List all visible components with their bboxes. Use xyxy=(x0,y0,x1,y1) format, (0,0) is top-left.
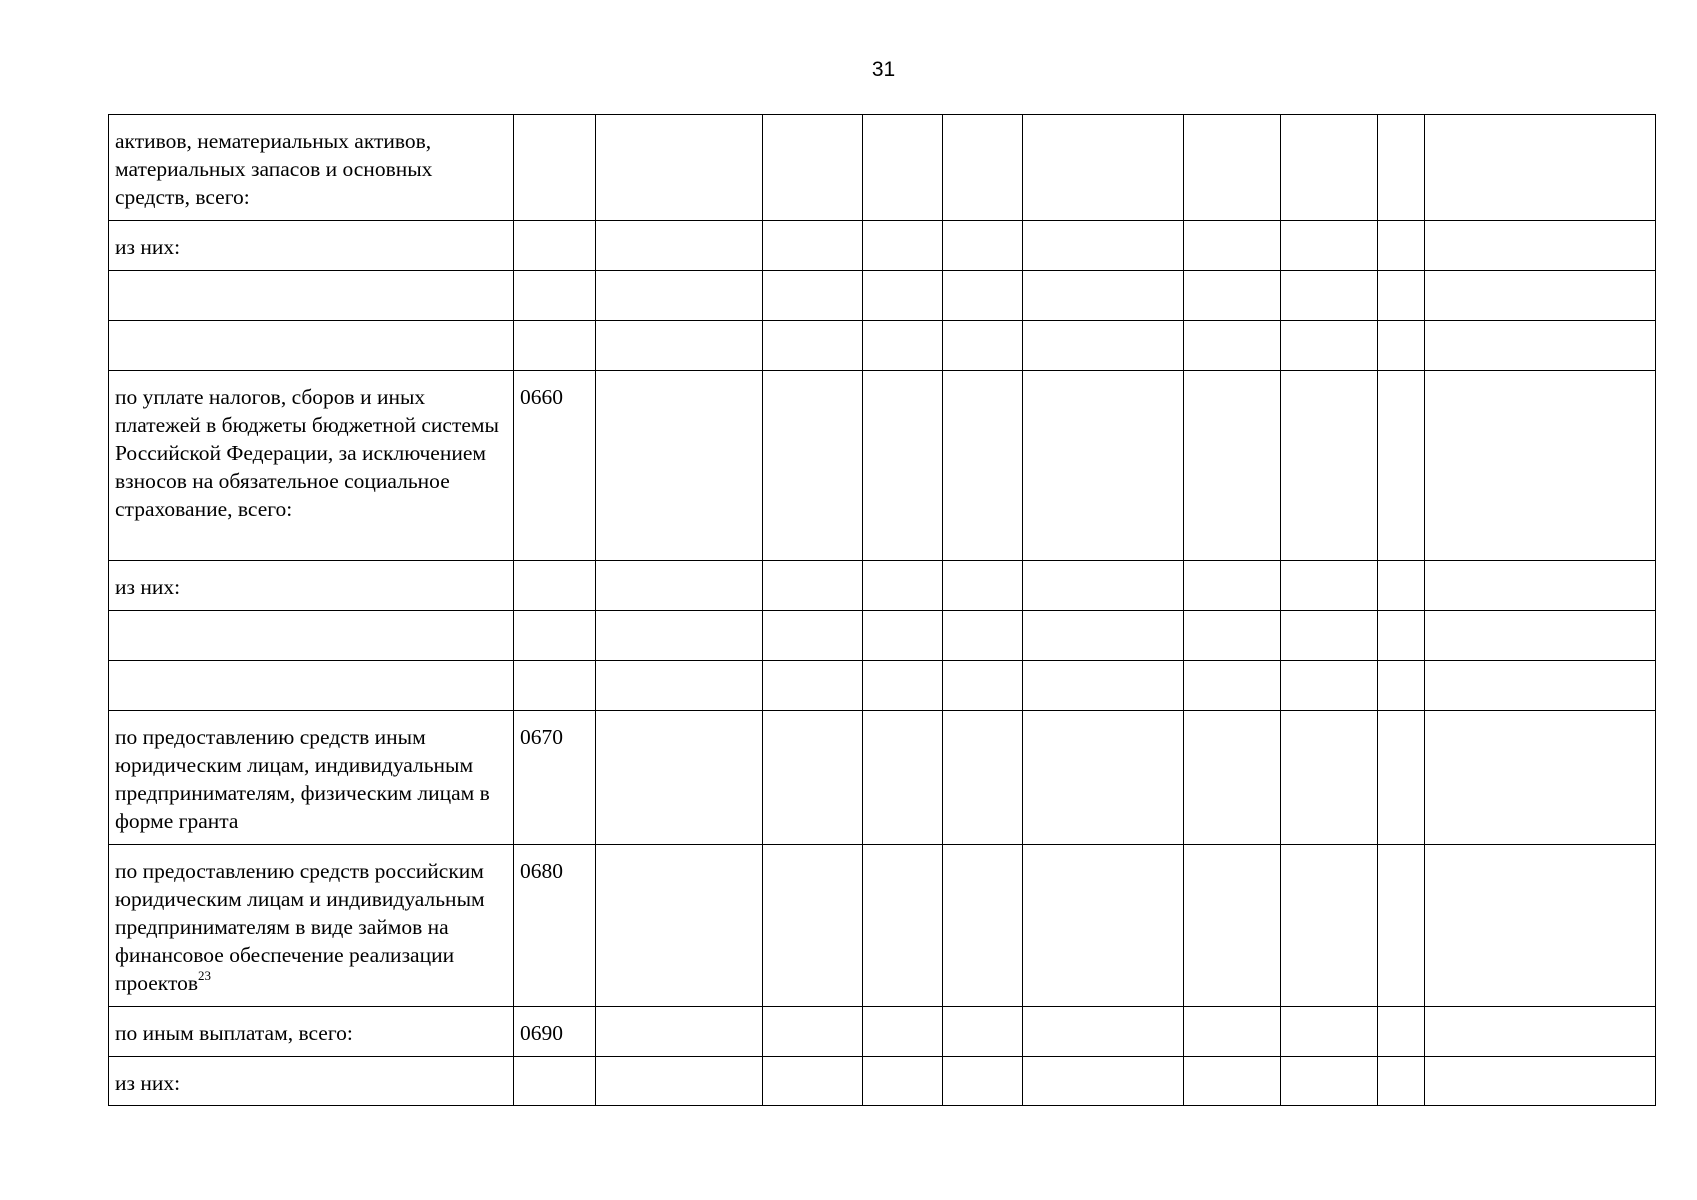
row-code-cell xyxy=(514,321,596,371)
table-row xyxy=(109,371,1656,561)
value-cell xyxy=(863,115,943,221)
value-cell xyxy=(763,371,863,561)
value-cell xyxy=(1378,371,1425,561)
table-row xyxy=(109,1057,1656,1106)
footnote-ref: 23 xyxy=(198,967,211,983)
value-cell xyxy=(596,845,763,1007)
row-label: из них: xyxy=(115,1071,181,1095)
row-label-cell xyxy=(109,561,514,611)
value-cell xyxy=(1378,1007,1425,1057)
row-code: 0690 xyxy=(520,1021,563,1045)
value-cell xyxy=(1023,611,1184,661)
row-code-cell xyxy=(514,845,596,1007)
row-label: по иным выплатам, всего: xyxy=(115,1021,353,1045)
value-cell xyxy=(1281,845,1378,1007)
value-cell xyxy=(1184,221,1281,271)
value-cell xyxy=(596,561,763,611)
value-cell xyxy=(1378,561,1425,611)
value-cell xyxy=(943,115,1023,221)
row-code-cell xyxy=(514,661,596,711)
value-cell xyxy=(1184,1057,1281,1106)
value-cell xyxy=(863,1007,943,1057)
value-cell xyxy=(1023,1057,1184,1106)
value-cell xyxy=(1425,711,1656,845)
value-cell xyxy=(1281,1057,1378,1106)
value-cell xyxy=(1425,1057,1656,1106)
row-label: активов, нематериальных активов, материальных запасов и основных средств, всего: xyxy=(115,129,433,209)
value-cell xyxy=(863,371,943,561)
value-cell xyxy=(863,321,943,371)
value-cell xyxy=(763,321,863,371)
value-cell xyxy=(1023,271,1184,321)
value-cell xyxy=(1023,561,1184,611)
value-cell xyxy=(943,1057,1023,1106)
row-label-cell xyxy=(109,611,514,661)
table-row xyxy=(109,321,1656,371)
value-cell xyxy=(863,611,943,661)
value-cell xyxy=(943,271,1023,321)
value-cell xyxy=(943,845,1023,1007)
value-cell xyxy=(1184,661,1281,711)
value-cell xyxy=(1281,561,1378,611)
value-cell xyxy=(596,321,763,371)
value-cell xyxy=(1023,321,1184,371)
value-cell xyxy=(943,711,1023,845)
row-label: из них: xyxy=(115,575,181,599)
row-code-cell xyxy=(514,561,596,611)
value-cell xyxy=(1378,661,1425,711)
value-cell xyxy=(1281,661,1378,711)
value-cell xyxy=(1378,115,1425,221)
table-row xyxy=(109,845,1656,1007)
value-cell xyxy=(1281,321,1378,371)
value-cell xyxy=(1425,221,1656,271)
value-cell xyxy=(596,115,763,221)
row-code: 0660 xyxy=(520,385,563,409)
table-row xyxy=(109,661,1656,711)
row-label: из них: xyxy=(115,235,181,259)
value-cell xyxy=(1023,845,1184,1007)
row-label-cell xyxy=(109,115,514,221)
value-cell xyxy=(763,1057,863,1106)
row-label-cell xyxy=(109,221,514,271)
value-cell xyxy=(1023,661,1184,711)
value-cell xyxy=(943,321,1023,371)
value-cell xyxy=(1425,661,1656,711)
table-row xyxy=(109,115,1656,221)
value-cell xyxy=(863,711,943,845)
value-cell xyxy=(863,661,943,711)
value-cell xyxy=(763,845,863,1007)
value-cell xyxy=(863,845,943,1007)
value-cell xyxy=(1378,321,1425,371)
value-cell xyxy=(1184,845,1281,1007)
row-label-cell xyxy=(109,1057,514,1106)
row-label: по предоставлению средств иным юридическим лицам, индивидуальным предпринимателям, физическим лицам в форме гранта xyxy=(115,725,490,833)
value-cell xyxy=(1425,845,1656,1007)
row-code-cell xyxy=(514,1007,596,1057)
value-cell xyxy=(943,561,1023,611)
row-label-cell xyxy=(109,271,514,321)
value-cell xyxy=(1184,371,1281,561)
value-cell xyxy=(863,561,943,611)
value-cell xyxy=(1425,371,1656,561)
value-cell xyxy=(1023,371,1184,561)
value-cell xyxy=(1378,1057,1425,1106)
value-cell xyxy=(763,611,863,661)
row-code: 0670 xyxy=(520,725,563,749)
value-cell xyxy=(1425,1007,1656,1057)
value-cell xyxy=(1023,115,1184,221)
value-cell xyxy=(596,711,763,845)
row-code-cell xyxy=(514,1057,596,1106)
value-cell xyxy=(1184,115,1281,221)
value-cell xyxy=(1023,1007,1184,1057)
page-number: 31 xyxy=(871,58,896,81)
value-cell xyxy=(1023,711,1184,845)
value-cell xyxy=(943,611,1023,661)
row-code-cell xyxy=(514,271,596,321)
value-cell xyxy=(863,1057,943,1106)
value-cell xyxy=(596,271,763,321)
row-code-cell xyxy=(514,371,596,561)
row-code-cell xyxy=(514,221,596,271)
row-code-cell xyxy=(514,711,596,845)
value-cell xyxy=(1184,271,1281,321)
value-cell xyxy=(1378,271,1425,321)
row-code-cell xyxy=(514,115,596,221)
value-cell xyxy=(596,1007,763,1057)
value-cell xyxy=(1184,1007,1281,1057)
value-cell xyxy=(596,661,763,711)
value-cell xyxy=(943,221,1023,271)
row-label-cell xyxy=(109,711,514,845)
row-code-cell xyxy=(514,611,596,661)
value-cell xyxy=(1378,711,1425,845)
value-cell xyxy=(1425,561,1656,611)
value-cell xyxy=(1281,1007,1378,1057)
value-cell xyxy=(1281,221,1378,271)
value-cell xyxy=(1023,221,1184,271)
row-label-cell xyxy=(109,371,514,561)
value-cell xyxy=(763,711,863,845)
row-label: по уплате налогов, сборов и иных платежей в бюджеты бюджетной системы Российской Федерации, за исключением взносов на обязательное социальное страхование, всего: xyxy=(115,385,499,521)
table-row xyxy=(109,611,1656,661)
table-row xyxy=(109,221,1656,271)
table-row xyxy=(109,561,1656,611)
form-table xyxy=(108,114,1656,1106)
row-label-cell xyxy=(109,321,514,371)
row-code: 0680 xyxy=(520,859,563,883)
value-cell xyxy=(596,1057,763,1106)
value-cell xyxy=(863,271,943,321)
value-cell xyxy=(1281,371,1378,561)
value-cell xyxy=(763,115,863,221)
value-cell xyxy=(596,611,763,661)
value-cell xyxy=(596,371,763,561)
value-cell xyxy=(763,1007,863,1057)
value-cell xyxy=(1425,611,1656,661)
value-cell xyxy=(1281,271,1378,321)
row-label-cell xyxy=(109,661,514,711)
value-cell xyxy=(763,561,863,611)
value-cell xyxy=(1378,221,1425,271)
value-cell xyxy=(943,371,1023,561)
row-label-cell xyxy=(109,845,514,1007)
value-cell xyxy=(1425,271,1656,321)
value-cell xyxy=(763,221,863,271)
value-cell xyxy=(1184,611,1281,661)
value-cell xyxy=(1184,561,1281,611)
table-row xyxy=(109,271,1656,321)
value-cell xyxy=(596,221,763,271)
value-cell xyxy=(1378,845,1425,1007)
value-cell xyxy=(1184,711,1281,845)
row-label-cell xyxy=(109,1007,514,1057)
value-cell xyxy=(763,271,863,321)
value-cell xyxy=(763,661,863,711)
value-cell xyxy=(1425,321,1656,371)
value-cell xyxy=(1378,611,1425,661)
value-cell xyxy=(943,661,1023,711)
value-cell xyxy=(1281,115,1378,221)
row-label: по предоставлению средств российским юридическим лицам и индивидуальным предпринимателям в виде займов на финансовое обеспечение реализации проектов xyxy=(115,859,485,995)
value-cell xyxy=(943,1007,1023,1057)
value-cell xyxy=(1281,711,1378,845)
table-row xyxy=(109,1007,1656,1057)
value-cell xyxy=(1184,321,1281,371)
table-row xyxy=(109,711,1656,845)
value-cell xyxy=(863,221,943,271)
value-cell xyxy=(1281,611,1378,661)
value-cell xyxy=(1425,115,1656,221)
